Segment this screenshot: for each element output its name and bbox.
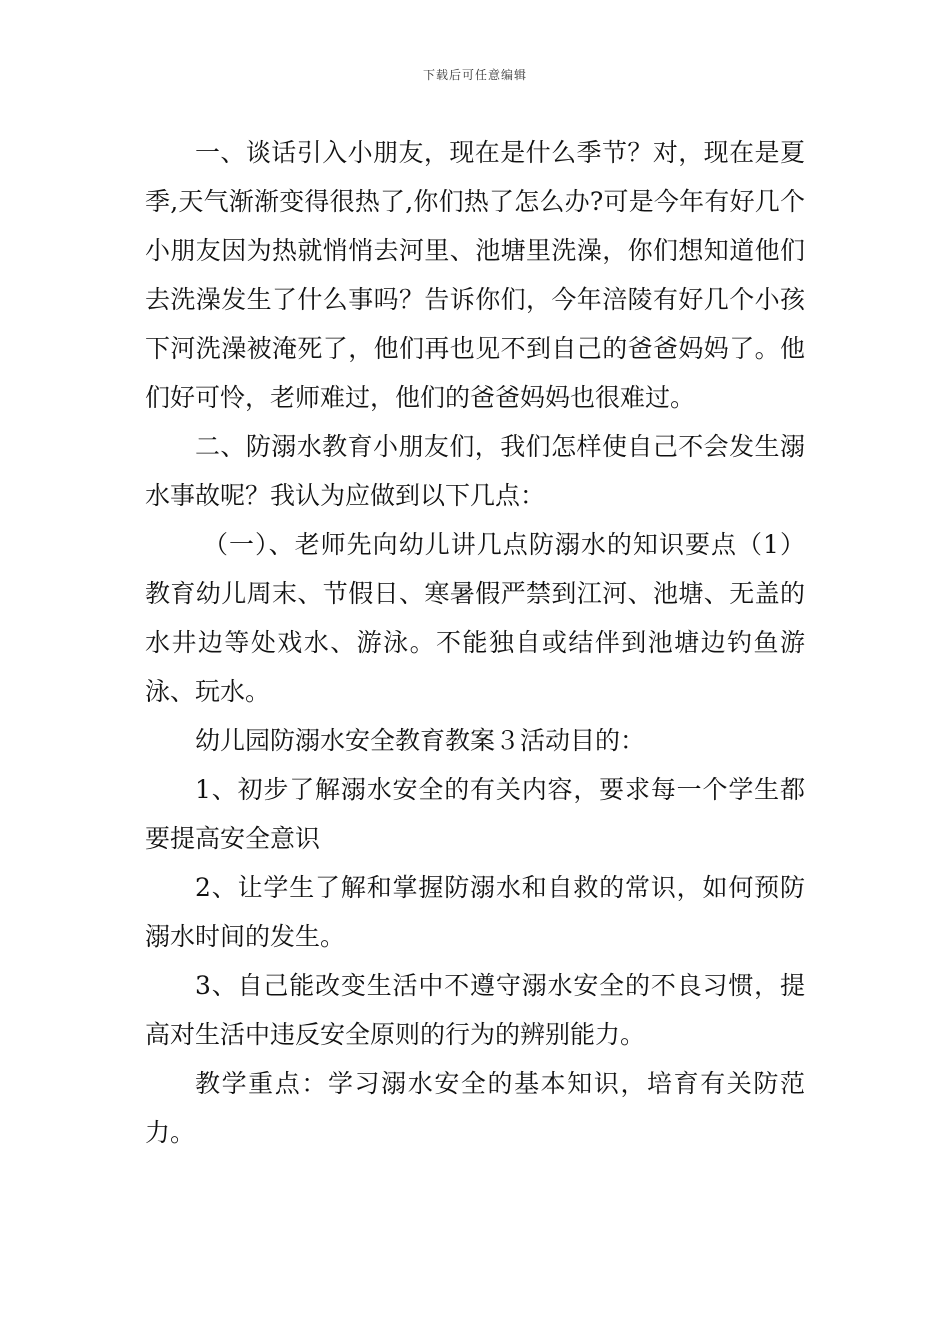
paragraph-teaching-focus: 教学重点：学习溺水安全的基本知识，培育有关防范力。 [145,1069,805,1147]
page-header-note: 下载后可任意编辑 [422,68,527,82]
paragraph-drowning-prevention: 二、防溺水教育小朋友们，我们怎样使自己不会发生溺水事故呢？我认为应做到以下几点： [145,432,805,510]
paragraph-intro-conversation: 一、谈话引入小朋友，现在是什么季节？对，现在是夏季,天气渐渐变得很热了,你们热了怎么办?可是今年有好几个小朋友因为热就悄悄去河里、池塘里洗澡，你们想知道他们去洗澡发生了什么事吗？告诉你们，今年涪陵有好几个小孩下河洗澡被淹死了，他们再也见不到自己的爸爸妈妈了。他们好可怜，老师难过，他们的爸爸妈妈也很难过。 [145,138,805,412]
paragraph-objective-1: 1、初步了解溺水安全的有关内容，要求每一个学生都要提高安全意识 [145,775,805,853]
paragraph-lesson-plan-heading: 幼儿园防溺水安全教育教案３活动目的： [195,726,646,755]
paragraph-objective-3: 3、自己能改变生活中不遵守溺水安全的不良习惯，提高对生活中违反安全原则的行为的辨别能力。 [145,971,805,1049]
document-body [145,128,805,1157]
paragraph-objective-2: 2、让学生了解和掌握防溺水和自救的常识，如何预防溺水时间的发生。 [145,873,805,951]
paragraph-knowledge-points: （一）、老师先向幼儿讲几点防溺水的知识要点（1）教育幼儿周末、节假日、寒暑假严禁到江河、池塘、无盖的水井边等处戏水、游泳。不能独自或结伴到池塘边钓鱼游泳、玩水。 [145,530,805,706]
